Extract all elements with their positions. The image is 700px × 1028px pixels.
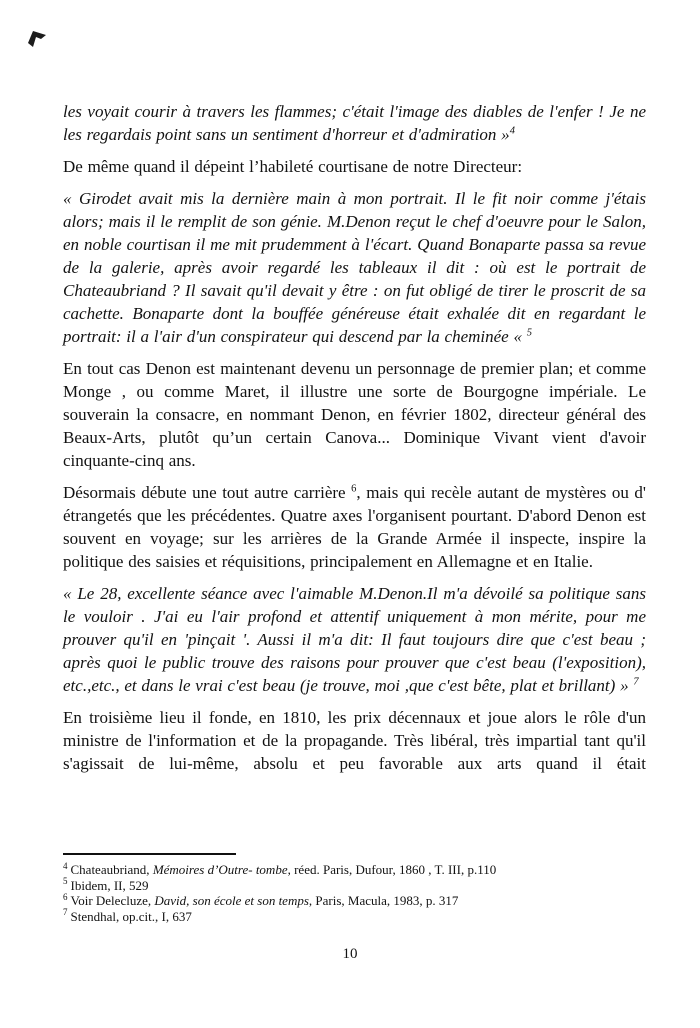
footnote-4 bbox=[63, 862, 646, 878]
text-segment: Stendhal, op.cit., I, 637 bbox=[70, 908, 192, 924]
footnote-ref: 6 bbox=[351, 483, 357, 495]
footnote-list bbox=[63, 862, 646, 924]
text-segment: Ibidem, II, 529 bbox=[70, 877, 149, 893]
footnote-marker: 7 bbox=[63, 907, 68, 918]
footnote-ref: 5 bbox=[526, 327, 532, 339]
footnote-7 bbox=[63, 909, 646, 925]
text-segment: , Paris, Macula, 1983, p. 317 bbox=[308, 893, 459, 909]
ink-smudge-mark bbox=[27, 30, 47, 48]
text-segment: « Girodet avait mis la dernière main à mon portrait. Il le fit noir comme j'étais alors; mais il le remplit de son génie. M.Denon reçut le chef d'oeuvre pour le Salon, en noble courtisan il me mit prudemment à l'écart. Quand Bonaparte passa sa revue de la galerie, après avoir regardé les tableaux il dit : où est le portrait de Chateaubriand ? Il savait qu'il devait y être : on fut obligé de tirer le proscrit de sa cachette. Bonaparte dont la bouffée généreuse était exhalée dit en regardant le portrait: il a l'air d'un conspirateur qui descend par la cheminée « bbox=[63, 189, 646, 346]
footnote-marker: 5 bbox=[63, 876, 68, 887]
text-segment: , mais qui recèle autant de mystères ou d' étrangetés que les précédentes. Quatre axes l'organisent pourtant. D'abord Denon est souvent en voyage; sur les arrières de la Grande Armée il inspecte, inspire la politique des saisies et réquisitions, principalement en Allemagne et en Italie. bbox=[63, 483, 646, 571]
text-segment: Mémoires d’Outre- tombe bbox=[152, 862, 288, 877]
footnote-marker: 6 bbox=[63, 891, 68, 902]
paragraph-p2 bbox=[63, 155, 646, 178]
text-segment: En troisième lieu il fonde, en 1810, les prix décennaux et joue alors le rôle d'un ministre de l'information et de la propagande. Très libéral, très impartial tant qu'il s'agissait de lui-même, absolu et peu favorable aux arts quand il était bbox=[63, 708, 646, 773]
text-segment: , réed. Paris, Dufour, 1860 , T. III, p.110 bbox=[287, 862, 497, 877]
paragraph-p6 bbox=[63, 582, 646, 697]
paragraph-p4 bbox=[63, 357, 646, 472]
text-segment: Chateaubriand, bbox=[70, 862, 153, 877]
text-segment: Voir Delecluze, bbox=[70, 893, 155, 909]
footnote-area bbox=[63, 853, 646, 924]
footnote-ref: 7 bbox=[633, 676, 639, 688]
text-segment: De même quand il dépeint l’habileté courtisane de notre Directeur: bbox=[63, 157, 523, 176]
page-number: 10 bbox=[342, 946, 358, 962]
text-segment: David, son école et son temps bbox=[154, 893, 309, 909]
footnote-separator bbox=[63, 853, 236, 855]
text-segment: les voyait courir à travers les flammes; c'était l'image des diables de l'enfer ! Je ne les regardais point sans un sentiment d'horreur et d'admiration » bbox=[63, 102, 646, 144]
paragraph-p1 bbox=[63, 100, 646, 146]
footnote-marker: 4 bbox=[63, 860, 68, 871]
text-column bbox=[63, 100, 646, 784]
paragraph-p5 bbox=[63, 481, 646, 573]
text-segment: Désormais débute une tout autre carrière bbox=[63, 483, 352, 502]
text-segment: En tout cas Denon est maintenant devenu un personnage de premier plan; et comme Monge , ou comme Maret, il illustre une sorte de Bourgogne impériale. Le souverain la consacre, en nommant Denon, en février 1802, directeur général des Beaux-Arts, plutôt qu’un certain Canova... Dominique Vivant vient d'avoir cinquante-cinq ans. bbox=[63, 359, 646, 470]
footnote-ref: 4 bbox=[509, 125, 515, 137]
paragraph-p7 bbox=[63, 706, 646, 775]
footnote-6 bbox=[63, 893, 646, 909]
paragraph-p3 bbox=[63, 187, 646, 348]
text-segment: « Le 28, excellente séance avec l'aimable M.Denon.Il m'a dévoilé sa politique sans le vouloir . J'ai eu l'air profond et attentif uniquement à mon mérite, pour me prouver qu'il en 'pinçait '. Aussi il m'a dit: Il faut toujours dire que c'est beau ; après quoi le public trouve des raisons pour prouver que c'est beau (l'exposition), etc.,etc., et dans le vrai c'est beau (je trouve, moi ,que c'est bête, plat et brillant) » bbox=[63, 584, 646, 695]
footnote-5 bbox=[63, 878, 646, 894]
